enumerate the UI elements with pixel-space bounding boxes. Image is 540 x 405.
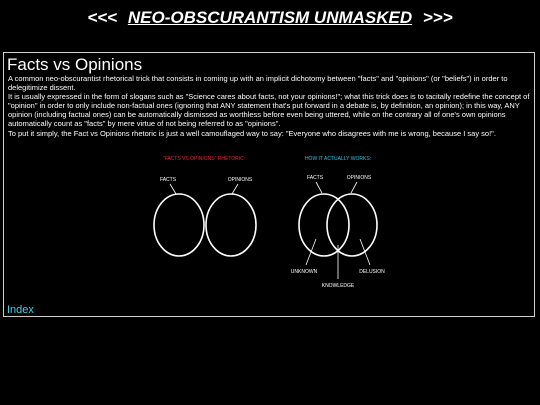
article-paragraph: A common neo-obscurantist rhetorical trick that consists in coming up with an implicit dichotomy between "facts" and "opinions" (or "beliefs") in order to delegitimize dissent. xyxy=(8,74,508,93)
right-facts-circle xyxy=(299,194,349,256)
left-diagram-heading: "FACTS VS OPINIONS" RHETORIC: xyxy=(162,156,246,162)
right-opinions-circle xyxy=(327,194,377,256)
article-paragraph: To put it simply, the Fact vs Opinions rhetoric is just a well camouflaged way to say: "Everyone who disagrees with me is wrong, because I say so!". xyxy=(8,128,496,138)
unknown-label: UNKNOWN xyxy=(290,269,318,275)
site-header xyxy=(0,8,540,28)
right-facts-label: FACTS xyxy=(306,175,324,181)
index-link[interactable]: Index xyxy=(7,304,34,316)
site-title[interactable]: NEO-OBSCURANTISM UNMASKED xyxy=(127,8,413,27)
delusion-label: DELUSION xyxy=(359,269,385,275)
right-opinions-pointer xyxy=(351,182,357,193)
left-opinions-label: OPINIONS xyxy=(227,177,253,183)
right-diagram-heading: HOW IT ACTUALLY WORKS: xyxy=(304,156,372,162)
article-card xyxy=(3,52,535,317)
left-opinions-pointer xyxy=(232,184,238,194)
left-facts-circle xyxy=(154,194,204,256)
article-paragraph: It is usually expressed in the form of slogans such as "Science cares about facts, not your opinions!"; what this trick does is to tacitally redefine the concept of "opinion" in order to only include non-factual ones (ignoring that ANY statement that's put forward in a debate is, by definition, an opinion); in this way, ANY opinion (including factual ones) can be automatically dismissed as worthless before even being uttered, while on the contrary all of one's own opinions automatically count as "facts" by mere virtue of not being referred to as "opinions". xyxy=(8,92,530,129)
left-facts-label: FACTS xyxy=(159,177,177,183)
right-opinions-label: OPINIONS xyxy=(346,175,372,181)
right-arrows: >>> xyxy=(422,8,453,27)
delusion-pointer xyxy=(360,239,370,265)
left-opinions-circle xyxy=(206,194,256,256)
right-facts-pointer xyxy=(316,182,322,193)
left-arrows: <<< xyxy=(87,8,118,27)
facts-opinions-diagram xyxy=(4,53,534,316)
left-facts-pointer xyxy=(170,184,176,194)
article-title: Facts vs Opinions xyxy=(7,55,143,74)
unknown-pointer xyxy=(306,239,316,265)
knowledge-label: KNOWLEDGE xyxy=(321,283,355,289)
